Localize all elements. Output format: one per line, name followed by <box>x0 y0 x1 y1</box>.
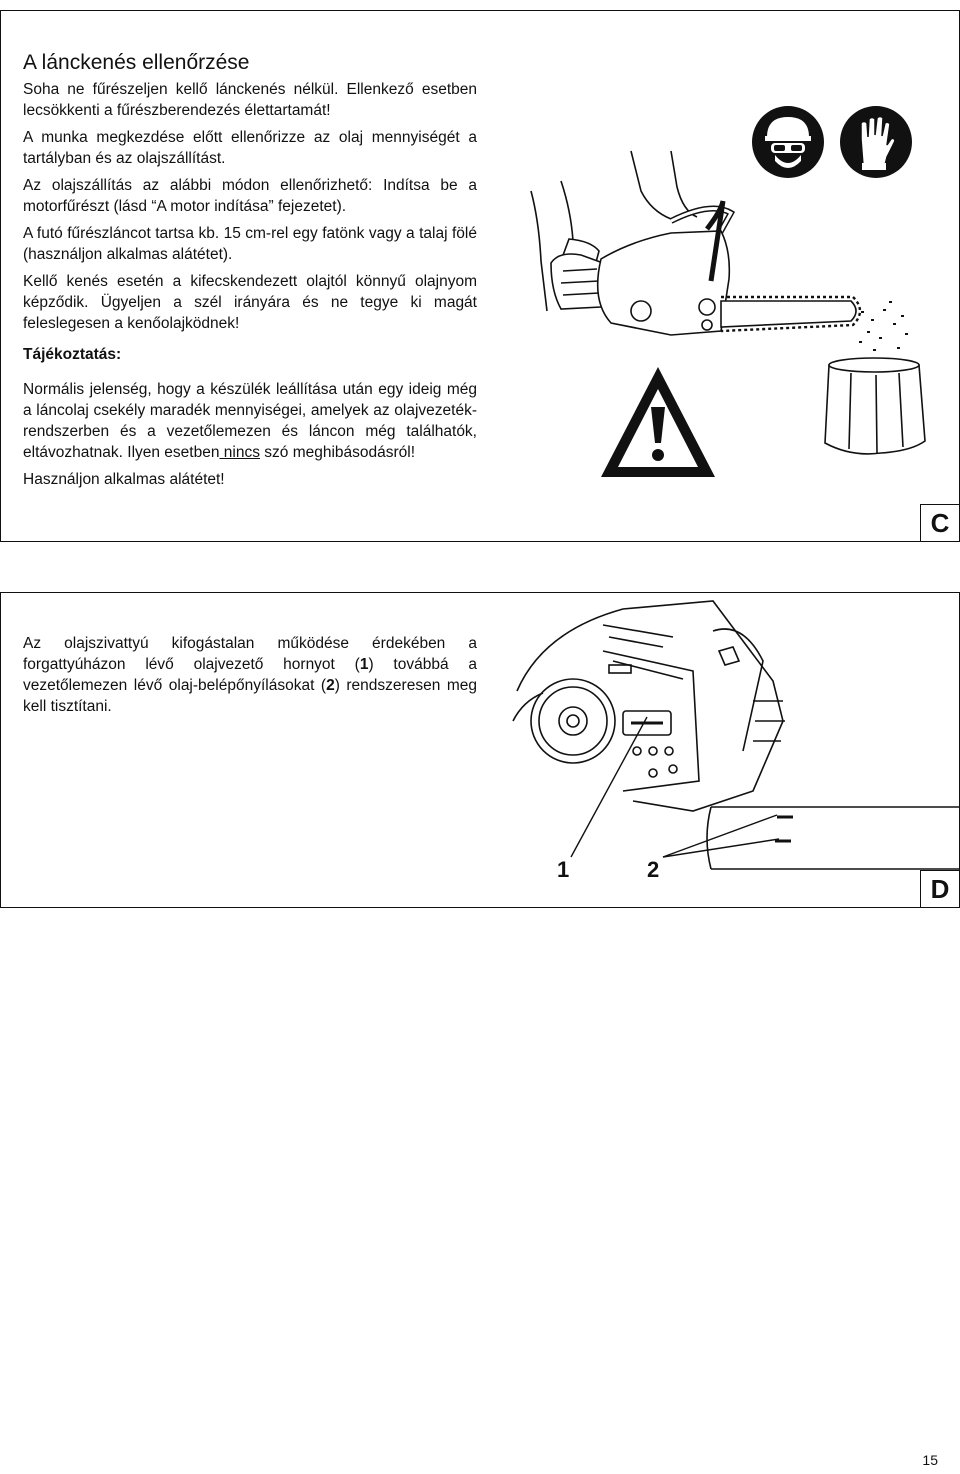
callout-1: 1 <box>557 857 570 882</box>
note-last: Használjon alkalmas alátétet! <box>23 471 225 488</box>
section-letter: C <box>920 504 959 541</box>
ref-1: 1 <box>359 656 369 673</box>
section-d-text <box>23 633 477 723</box>
note-text: Normális jelenség, hogy a készülék leállítása után egy ideig még a láncolaj csekély maradék mennyiségei, amelyek az olajvezeték-rendszerben és a vezetőlemezen és láncon még találhatók, eltávozhatnak. Ilyen esetben <box>23 381 477 461</box>
oil-spray <box>859 301 908 351</box>
paragraph: Az olajszállítás az alábbi módon ellenőrizhető: Indítsa be a motorfűrészt (lásd “A motor indítása” fejezetet). <box>23 177 477 215</box>
section-letter: D <box>920 870 959 907</box>
note-paragraph <box>23 379 477 463</box>
text: ) rendszeresen meg kell tisztítani. <box>23 677 477 715</box>
chainsaw-illustration <box>521 151 921 371</box>
chainsaw-housing-illustration <box>513 601 813 831</box>
paragraph <box>23 633 477 717</box>
text: Az olajszivattyú kifogástalan működése érdekében a forgattyúházon lévő olajvezető hornyot ( <box>23 635 477 673</box>
tree-stump-illustration <box>821 353 931 463</box>
callout-2: 2 <box>647 857 660 882</box>
paragraph: A munka megkezdése előtt ellenőrizze az olaj mennyiségét a tartályban és az olajszállítást. <box>23 129 477 167</box>
ref-2: 2 <box>326 677 335 694</box>
section-d-box <box>0 592 960 908</box>
note-underlined-text: nincs <box>219 444 260 461</box>
note-block <box>23 344 477 496</box>
paragraph: A futó fűrészláncot tartsa kb. 15 cm-rel egy fatönk vagy a talaj fölé (használjon alkalmas alátétet). <box>23 225 477 263</box>
note-heading: Tájékoztatás: <box>23 346 122 363</box>
section-c-box <box>0 10 960 542</box>
note-text-end: szó meghibásodásról! <box>259 444 416 461</box>
section-c-text <box>23 79 477 340</box>
text: ) továbbá a vezetőlemezen lévő olaj-belépőnyílásokat ( <box>23 656 477 694</box>
paragraph: Kellő kenés esetén a kifecskendezett olajtól könnyű olajnyom képződik. Ügyeljen a szél irányára és ne tegye ki magát feleslegesen a kenőolajködnek! <box>23 273 477 332</box>
warning-triangle-icon <box>597 363 719 481</box>
section-title: A lánckenés ellenőrzése <box>23 51 250 74</box>
callout-lines <box>541 813 801 873</box>
paragraph: Soha ne fűrészeljen kellő lánckenés nélkül. Ellenkező esetben lecsökkenti a fűrészberendezés élettartamát! <box>23 81 477 119</box>
page-number: 15 <box>922 1452 938 1468</box>
